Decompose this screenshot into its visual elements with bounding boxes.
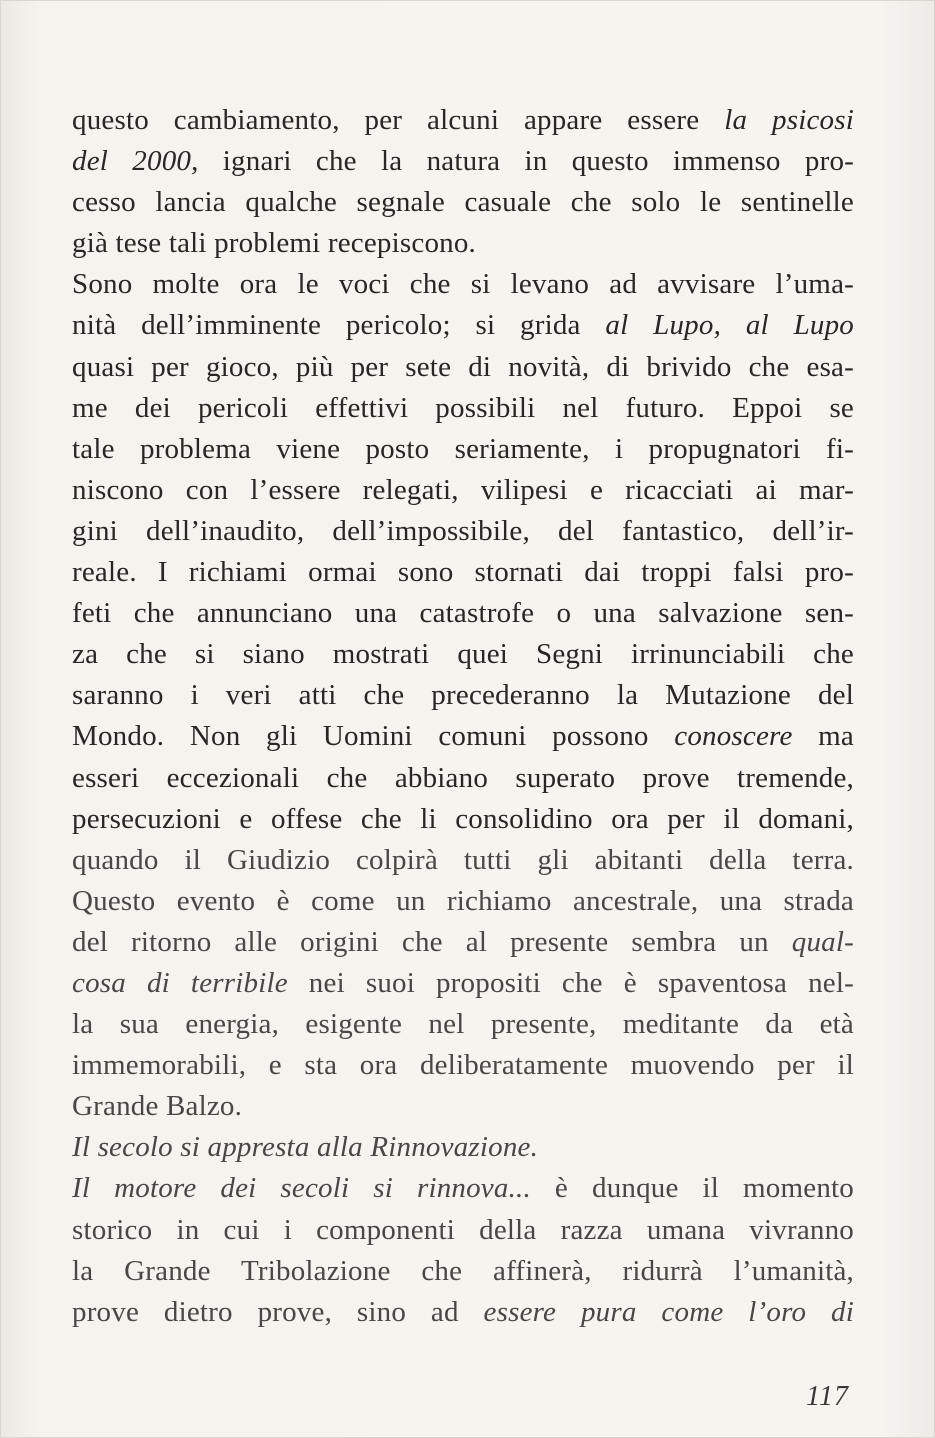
text-run: quando il Giudizio colpirà tutti gli abitanti della terra. (72, 843, 854, 876)
text-line (72, 100, 854, 141)
italic-text: conoscere (674, 720, 793, 753)
text-line (72, 1251, 854, 1292)
text-line (72, 922, 854, 963)
italic-text: al Lupo, al Lupo (605, 309, 854, 342)
text-run: del ritorno alle origini che al presente sembra un (72, 925, 792, 958)
italic-text: Il secolo si appresta alla Rinnovazione. (72, 1131, 539, 1164)
text-run: Questo evento è come un richiamo ancestrale, una strada (72, 884, 854, 917)
text-line (72, 223, 854, 264)
text-run: nità dell’imminente pericolo; si grida (72, 309, 606, 342)
text-run: ma (792, 720, 855, 753)
text-line (72, 675, 854, 716)
text-line (72, 347, 854, 388)
text-line (72, 305, 854, 346)
body-text (72, 100, 854, 1333)
text-line (72, 182, 854, 223)
text-line (72, 1127, 854, 1168)
text-line (72, 716, 854, 757)
italic-text: Il motore dei secoli si rinnova... (72, 1172, 531, 1205)
italic-text: essere pura come l’oro di (483, 1295, 854, 1328)
text-run: esseri eccezionali che abbiano superato prove tremende, (72, 761, 854, 794)
text-run: Mondo. Non gli Uomini comuni possono (72, 720, 675, 753)
text-run: nei suoi propositi che è spaventosa nel- (287, 966, 854, 999)
text-run: cesso lancia qualche segnale casuale che solo le sentinelle (72, 186, 854, 219)
text-line (72, 552, 854, 593)
text-line (72, 141, 854, 182)
text-run: storico in cui i componenti della razza umana vivranno (72, 1213, 854, 1246)
text-line (72, 470, 854, 511)
text-line (72, 511, 854, 552)
text-run: la sua energia, esigente nel presente, meditante da età (72, 1008, 854, 1041)
text-line (72, 881, 854, 922)
text-run: me dei pericoli effettivi possibili nel futuro. Eppoi se (72, 391, 854, 424)
text-run: za che si siano mostrati quei Segni irrinunciabili che (72, 638, 854, 671)
text-line (72, 1292, 854, 1333)
text-run: la Grande Tribolazione che affinerà, ridurrà l’umanità, (72, 1254, 854, 1287)
text-line (72, 1168, 854, 1209)
text-run: Grande Balzo. (72, 1090, 243, 1123)
text-run: quasi per gioco, più per sete di novità, di brivido che esa- (72, 350, 854, 383)
text-run: , ignari che la natura in questo immenso pro- (191, 145, 855, 178)
italic-text: qual- (791, 925, 854, 958)
text-run: feti che annunciano una catastrofe o una salvazione sen- (72, 597, 854, 630)
text-run: niscono con l’essere relegati, vilipesi e ricacciati ai mar- (72, 473, 854, 506)
text-run: persecuzioni e offese che li consolidino ora per il domani, (72, 802, 854, 835)
text-run: saranno i veri atti che precederanno la Mutazione del (72, 679, 854, 712)
text-line (72, 758, 854, 799)
italic-text: del 2000 (72, 145, 192, 178)
text-line (72, 264, 854, 305)
text-run: Sono molte ora le voci che si levano ad avvisare l’uma- (72, 268, 854, 301)
text-line (72, 429, 854, 470)
text-line (72, 1004, 854, 1045)
page-number: 117 (806, 1381, 849, 1412)
text-line (72, 799, 854, 840)
text-line (72, 1086, 854, 1127)
text-line (72, 634, 854, 675)
text-run: è dunque il momento (530, 1172, 854, 1205)
text-line (72, 1210, 854, 1251)
italic-text: la psicosi (724, 104, 854, 136)
text-line (72, 1045, 854, 1086)
text-line (72, 840, 854, 881)
text-run: immemorabili, e sta ora deliberatamente muovendo per il (72, 1049, 854, 1082)
text-run: tale problema viene posto seriamente, i propugnatori fi- (72, 432, 854, 465)
text-line (72, 388, 854, 429)
text-run: prove dietro prove, sino ad (72, 1295, 484, 1328)
text-line (72, 963, 854, 1004)
italic-text: cosa di terribile (72, 966, 288, 999)
text-run: reale. I richiami ormai sono stornati dai troppi falsi pro- (72, 556, 854, 589)
text-run: gini dell’inaudito, dell’impossibile, del fantastico, dell’ir- (72, 514, 854, 547)
text-line (72, 593, 854, 634)
text-run: questo cambiamento, per alcuni appare essere (72, 104, 725, 136)
text-run: già tese tali problemi recepiscono. (72, 227, 476, 260)
